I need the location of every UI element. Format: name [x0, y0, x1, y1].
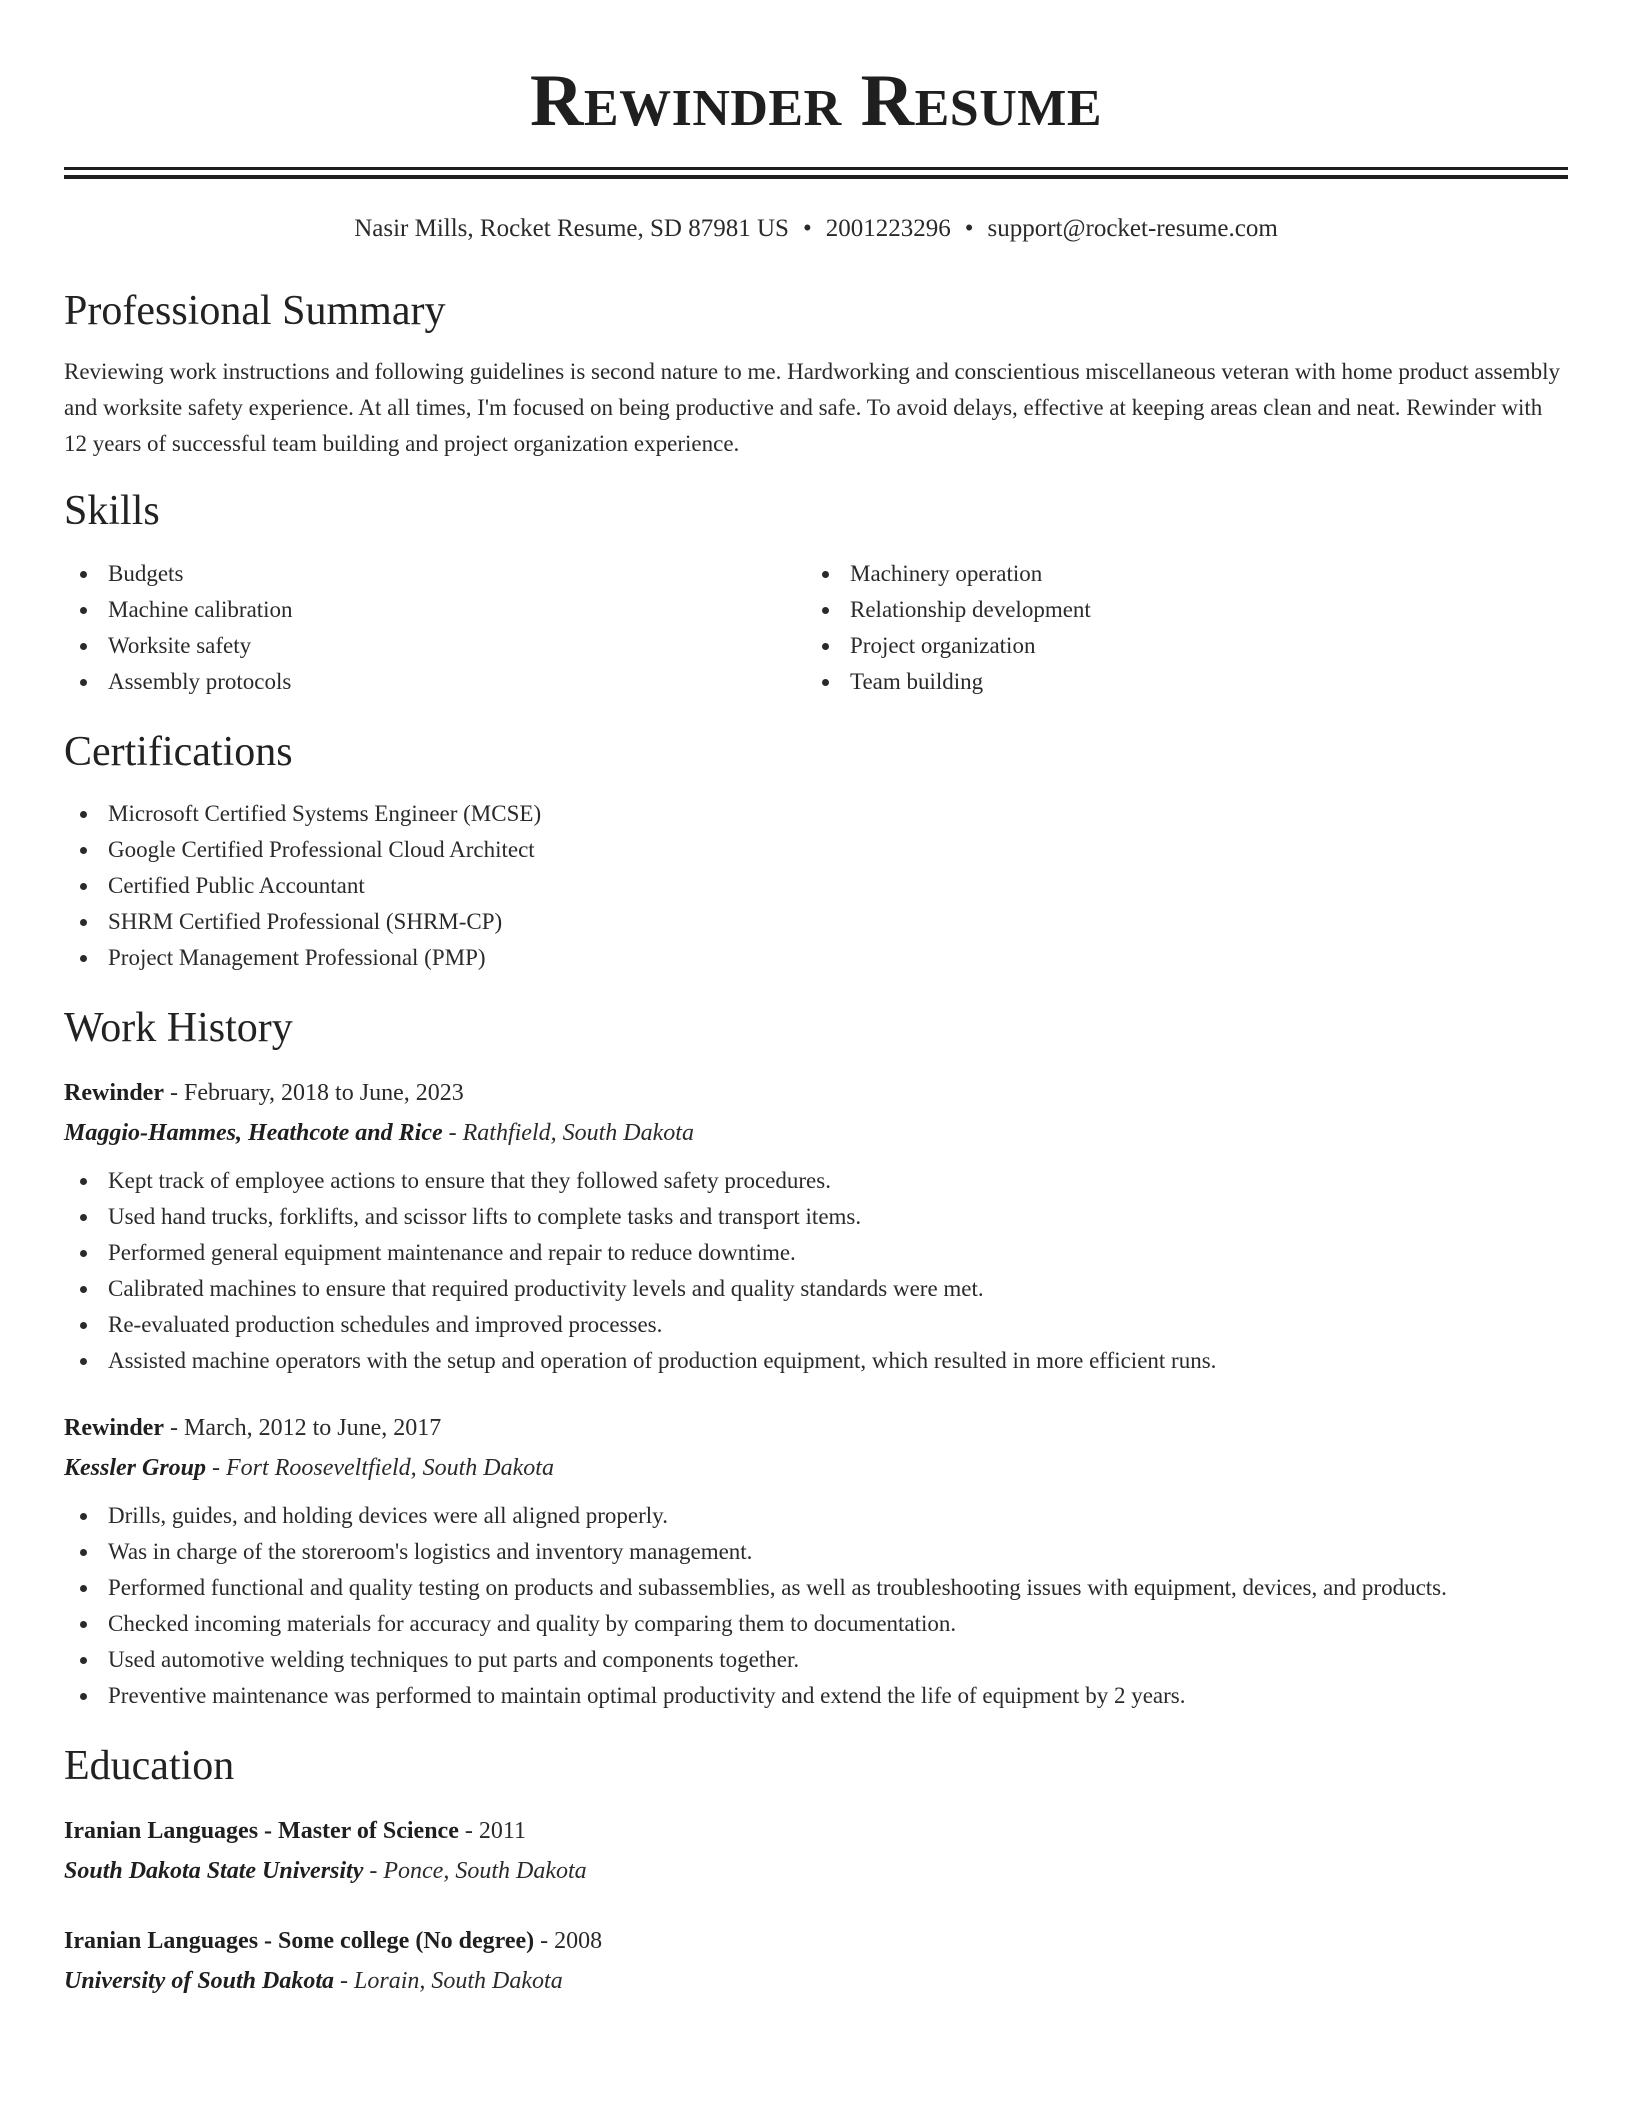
certification-item: Google Certified Professional Cloud Architect — [64, 832, 1568, 868]
skill-item: Worksite safety — [64, 628, 806, 664]
resume-title: Rewinder Resume — [529, 60, 1103, 142]
skill-item: Budgets — [64, 556, 806, 592]
education-entry — [64, 1921, 1568, 2001]
education-heading: Education — [64, 1743, 235, 1789]
job-location: - Rathfield, South Dakota — [442, 1120, 694, 1146]
skills-heading: Skills — [64, 488, 160, 534]
job-duty: Re-evaluated production schedules and improved processes. — [64, 1307, 1568, 1343]
title-rule-bottom — [64, 175, 1568, 179]
job-duties-list — [64, 1498, 1568, 1714]
job-duty: Kept track of employee actions to ensure that they followed safety procedures. — [64, 1163, 1568, 1199]
certifications-list — [64, 796, 1568, 976]
skills-columns — [64, 556, 1568, 700]
skills-list-left — [64, 556, 806, 700]
contact-email: support@rocket-resume.com — [987, 215, 1278, 242]
job-duty: Performed functional and quality testing on products and subassemblies, as well as troubleshooting issues with equipment, devices, and products. — [64, 1570, 1568, 1606]
job-duty: Was in charge of the storeroom's logistics and inventory management. — [64, 1534, 1568, 1570]
work-history-heading: Work History — [64, 1005, 293, 1051]
job-dates: - March, 2012 to June, 2017 — [163, 1415, 442, 1441]
job-duty: Preventive maintenance was performed to maintain optimal productivity and extend the life of equipment by 2 years. — [64, 1678, 1568, 1714]
education-school: University of South Dakota — [64, 1968, 335, 1994]
certification-item: Microsoft Certified Systems Engineer (MCSE) — [64, 796, 1568, 832]
job-company-line — [64, 1448, 1568, 1488]
education-degree: Iranian Languages - Some college (No degree) — [64, 1928, 535, 1954]
education-entry — [64, 1811, 1568, 1891]
job-location: - Fort Rooseveltfield, South Dakota — [206, 1455, 554, 1481]
job-company: Maggio-Hammes, Heathcote and Rice — [64, 1120, 443, 1146]
contact-address: Nasir Mills, Rocket Resume, SD 87981 US — [354, 215, 789, 242]
summary-heading: Professional Summary — [64, 288, 446, 334]
title-rule-top — [64, 167, 1568, 170]
job-duties-list — [64, 1163, 1568, 1379]
skill-item: Machinery operation — [806, 556, 1548, 592]
skill-item: Assembly protocols — [64, 664, 806, 700]
skill-item: Project organization — [806, 628, 1548, 664]
skills-list-right — [806, 556, 1548, 700]
job-duty: Used automotive welding techniques to put parts and components together. — [64, 1642, 1568, 1678]
certifications-heading: Certifications — [64, 729, 293, 775]
job-title-line — [64, 1408, 1568, 1448]
skill-item: Relationship development — [806, 592, 1548, 628]
education-degree-line — [64, 1921, 1568, 1961]
job-entry — [64, 1408, 1568, 1714]
job-duty: Drills, guides, and holding devices were all aligned properly. — [64, 1498, 1568, 1534]
job-duty: Checked incoming materials for accuracy and quality by comparing them to documentation. — [64, 1606, 1568, 1642]
certification-item: Certified Public Accountant — [64, 868, 1568, 904]
contact-separator: • — [802, 215, 812, 242]
skill-item: Machine calibration — [64, 592, 806, 628]
education-location: - Lorain, South Dakota — [334, 1968, 563, 1994]
contact-phone: 2001223296 — [825, 215, 951, 242]
education-school-line — [64, 1851, 1568, 1891]
education-location: - Ponce, South Dakota — [363, 1858, 587, 1884]
job-entry — [64, 1073, 1568, 1379]
education-school: South Dakota State University — [64, 1858, 364, 1884]
certification-item: SHRM Certified Professional (SHRM-CP) — [64, 904, 1568, 940]
contact-line — [64, 214, 1568, 244]
job-company-line — [64, 1113, 1568, 1153]
job-dates: - February, 2018 to June, 2023 — [163, 1080, 464, 1106]
education-year: - 2011 — [458, 1818, 526, 1844]
job-duty: Calibrated machines to ensure that required productivity levels and quality standards were met. — [64, 1271, 1568, 1307]
job-duty: Assisted machine operators with the setup and operation of production equipment, which resulted in more efficient runs. — [64, 1343, 1568, 1379]
job-title: Rewinder — [64, 1415, 164, 1441]
education-degree: Iranian Languages - Master of Science — [64, 1818, 459, 1844]
job-company: Kessler Group — [64, 1455, 207, 1481]
job-duty: Used hand trucks, forklifts, and scissor lifts to complete tasks and transport items. — [64, 1199, 1568, 1235]
education-year: - 2008 — [534, 1928, 603, 1954]
summary-text: Reviewing work instructions and following guidelines is second nature to me. Hardworking and conscientious miscellaneous veteran with home product assembly and worksite safety experience. At all times, I'm focused on being productive and safe. To avoid delays, effective at keeping areas clean and neat. Rewinder with 12 years of successful team building and project organization experience. — [64, 359, 1560, 456]
education-degree-line — [64, 1811, 1568, 1851]
certification-item: Project Management Professional (PMP) — [64, 940, 1568, 976]
job-title-line — [64, 1073, 1568, 1113]
job-duty: Performed general equipment maintenance and repair to reduce downtime. — [64, 1235, 1568, 1271]
contact-separator: • — [964, 215, 974, 242]
job-title: Rewinder — [64, 1080, 164, 1106]
education-school-line — [64, 1961, 1568, 2001]
skill-item: Team building — [806, 664, 1548, 700]
